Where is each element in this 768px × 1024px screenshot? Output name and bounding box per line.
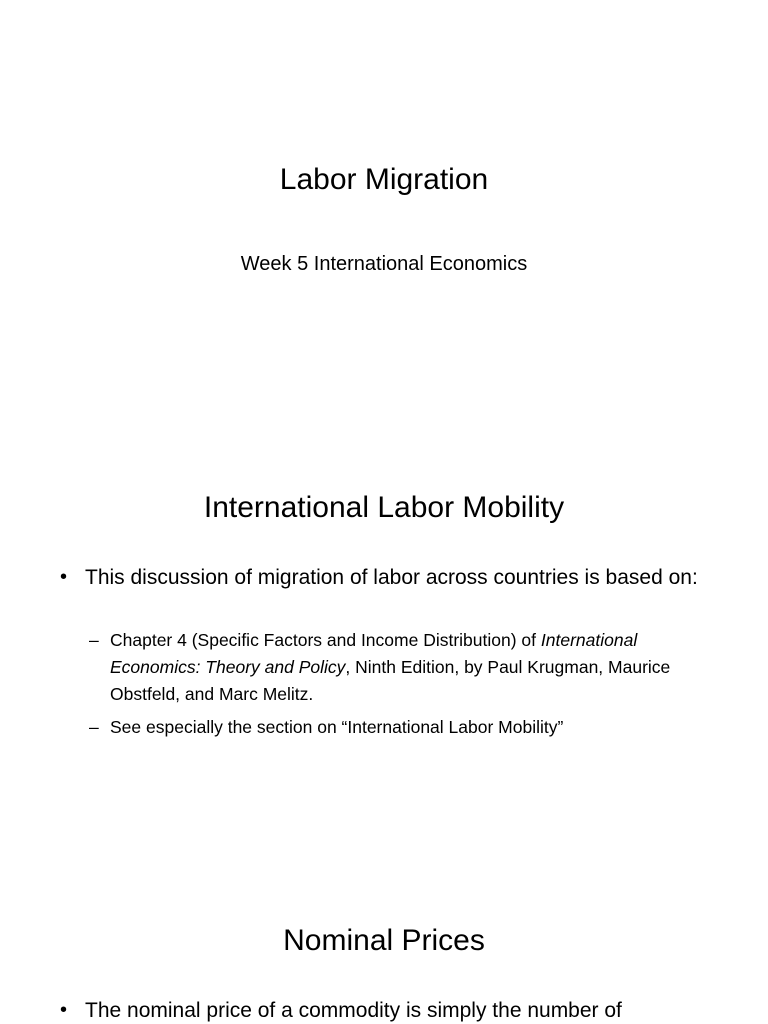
- slide2-subbullet-2: [89, 714, 699, 741]
- slide1-title: Labor Migration: [279, 163, 489, 196]
- slide2-subbullet-1: [89, 627, 699, 708]
- slide3-bullet-1: [60, 996, 700, 1024]
- slide1-subtitle: Week 5 International Economics: [240, 253, 528, 275]
- subbullet-text-part1: Chapter 4 (Specific Factors and Income Distribution) of: [110, 630, 541, 650]
- bullet-text: The nominal price of a commodity is simply the number of: [85, 999, 622, 1022]
- subbullet-marker: –: [89, 630, 99, 650]
- slide3-title: Nominal Prices: [283, 924, 485, 957]
- slide2-bullet-1: [60, 563, 700, 592]
- slide2-title: International Labor Mobility: [203, 491, 565, 524]
- subbullet-text-part2: , Ninth Edition, by Paul Krugman, Maurice Obstfeld, and Marc Melitz.: [110, 657, 671, 704]
- bullet-marker: •: [60, 566, 68, 588]
- subbullet-text: [110, 627, 699, 708]
- bullet-marker: •: [60, 999, 68, 1021]
- book-title: International Economics: Theory and Policy: [110, 630, 638, 677]
- bullet-text: This discussion of migration of labor across countries is based on:: [85, 566, 698, 589]
- subbullet-text: See especially the section on “International Labor Mobility”: [110, 717, 564, 737]
- subbullet-marker: –: [89, 717, 99, 737]
